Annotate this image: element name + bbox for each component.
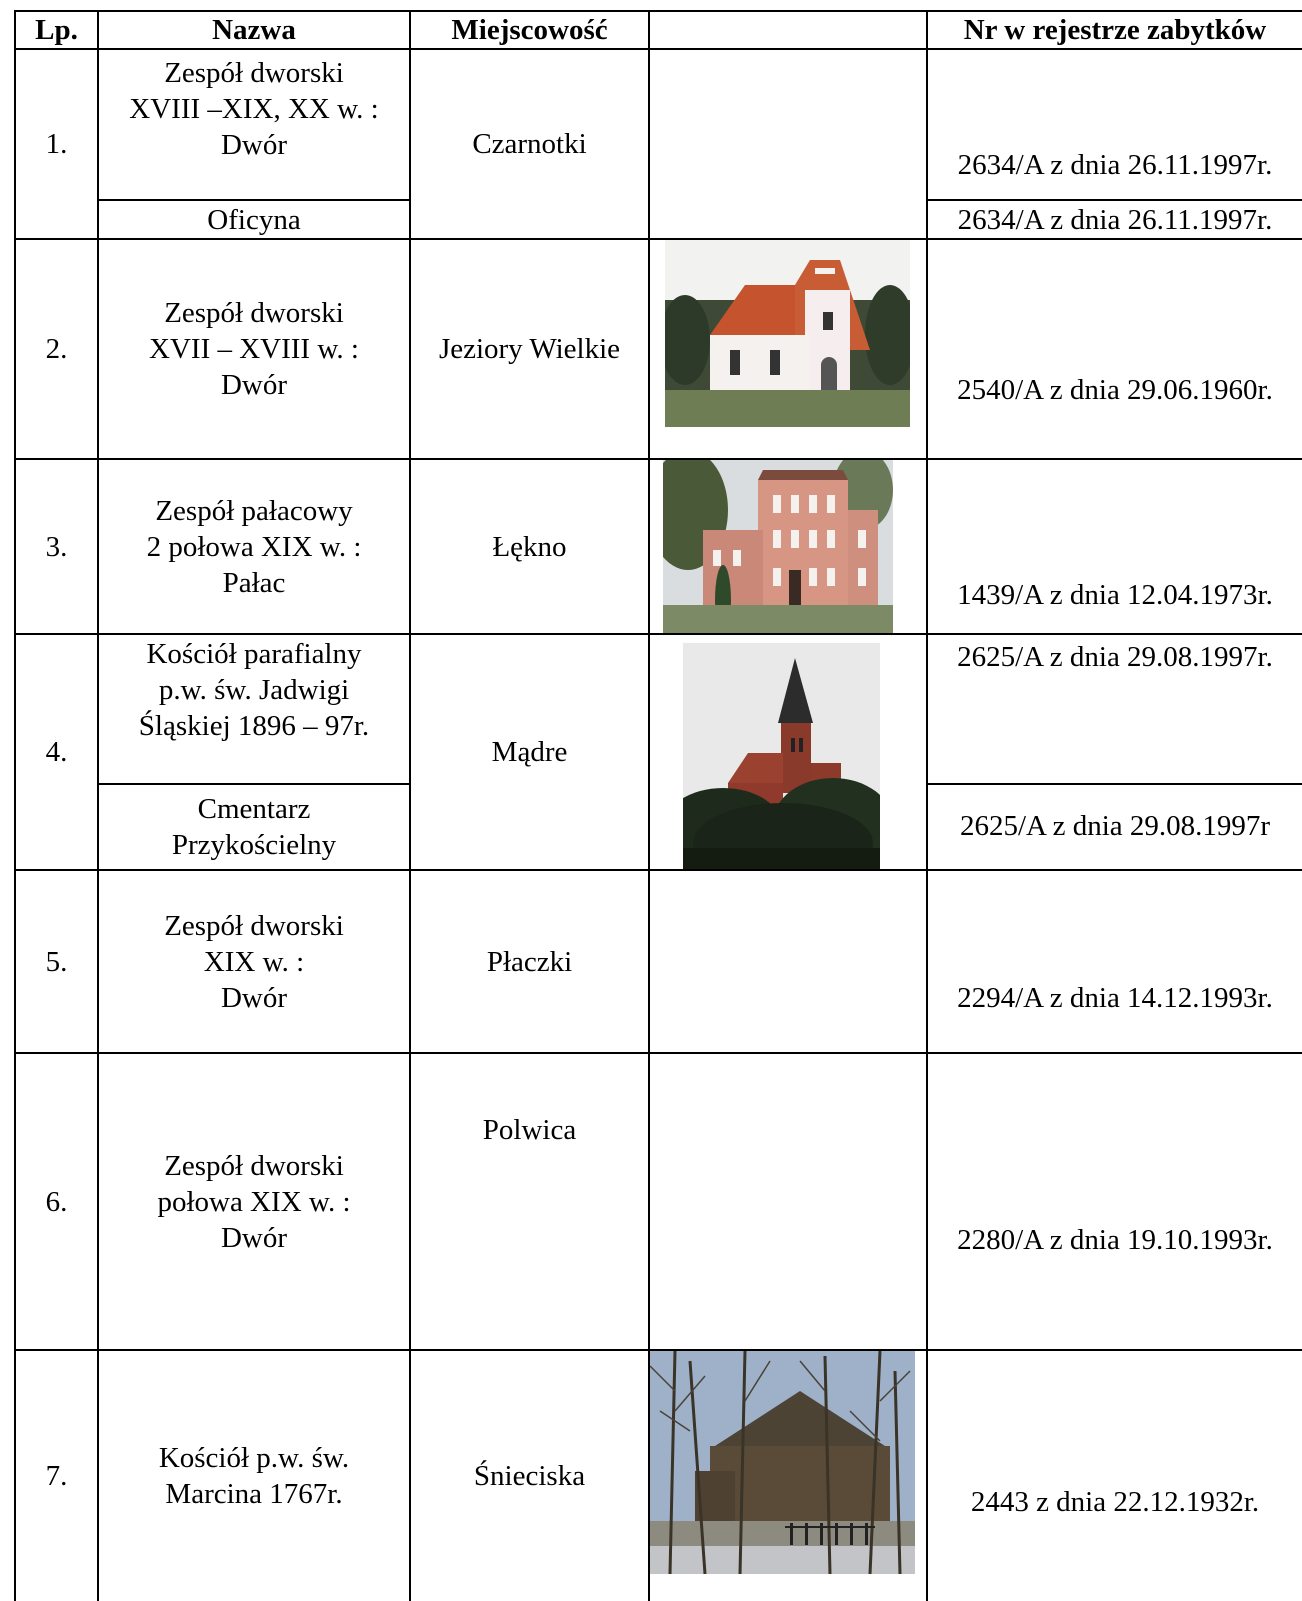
row-6-miejscowosc: Polwica xyxy=(482,1114,577,1146)
row-7-nr: 2443 z dnia 22.12.1932r. xyxy=(970,1486,1260,1518)
row-3-miejscowosc: Łękno xyxy=(492,530,567,563)
header-miejscowosc: Miejscowość xyxy=(451,14,608,46)
row-2-nazwa: Zespół dworski XVII – XVIII w. : Dwór xyxy=(149,297,359,401)
row-3-nr: 1439/A z dnia 12.04.1973r. xyxy=(957,579,1273,611)
row-6-nr: 2280/A z dnia 19.10.1993r. xyxy=(957,1224,1273,1256)
row-7-nazwa: Kościół p.w. św. Marcina 1767r. xyxy=(158,1442,350,1510)
row-1-miejscowosc: Czarnotki xyxy=(472,128,587,160)
row-6-lp: 6. xyxy=(45,1185,68,1218)
manor-house-photo xyxy=(665,240,910,427)
row-2-lp: 2. xyxy=(45,333,68,365)
wooden-church-photo xyxy=(650,1351,915,1574)
row-3-lp: 3. xyxy=(45,530,68,563)
row-5-miejscowosc: Płaczki xyxy=(486,945,573,978)
header-lp: Lp. xyxy=(35,14,78,46)
header-nr: Nr w rejestrze zabytków xyxy=(963,14,1267,46)
row-4-lp: 4. xyxy=(45,736,68,768)
row-4-nazwa: Kościół parafialny p.w. św. Jadwigi Śląskiej 1896 – 97r. xyxy=(138,638,370,742)
row-5-lp: 5. xyxy=(45,945,68,978)
row-4-nazwa-sub: Cmentarz Przykościelny xyxy=(171,793,337,861)
row-2-miejscowosc: Jeziory Wielkie xyxy=(438,333,621,365)
row-4-nr: 2625/A z dnia 29.08.1997r. xyxy=(957,641,1273,673)
row-4-miejscowosc: Mądre xyxy=(491,736,568,768)
row-2-nr: 2540/A z dnia 29.06.1960r. xyxy=(957,374,1273,406)
header-nazwa: Nazwa xyxy=(212,14,296,46)
row-7-miejscowosc: Śnieciska xyxy=(473,1460,586,1492)
header-divider xyxy=(14,48,1302,50)
row-4-sub-divider-nr xyxy=(927,783,1302,785)
row-6-nazwa: Zespół dworski połowa XIX w. : Dwór xyxy=(157,1149,351,1254)
row-5-nazwa: Zespół dworski XIX w. : Dwór xyxy=(164,909,344,1014)
row-3-nazwa: Zespół pałacowy 2 połowa XIX w. : Pałac xyxy=(146,494,362,599)
row-1-nazwa: Zespół dworski XVIII –XIX, XX w. : Dwór xyxy=(129,57,379,161)
row-4-nr-sub: 2625/A z dnia 29.08.1997r xyxy=(959,810,1271,842)
row-divider xyxy=(14,633,1302,635)
palace-photo xyxy=(663,460,893,633)
row-7-lp: 7. xyxy=(45,1460,68,1492)
row-1-lp: 1. xyxy=(45,128,68,160)
church-photo xyxy=(683,643,880,869)
row-1-nr-sub: 2634/A z dnia 26.11.1997r. xyxy=(957,203,1273,236)
row-1-nazwa-sub: Oficyna xyxy=(207,203,301,236)
row-5-nr: 2294/A z dnia 14.12.1993r. xyxy=(957,982,1273,1014)
row-1-nr: 2634/A z dnia 26.11.1997r. xyxy=(957,149,1273,181)
